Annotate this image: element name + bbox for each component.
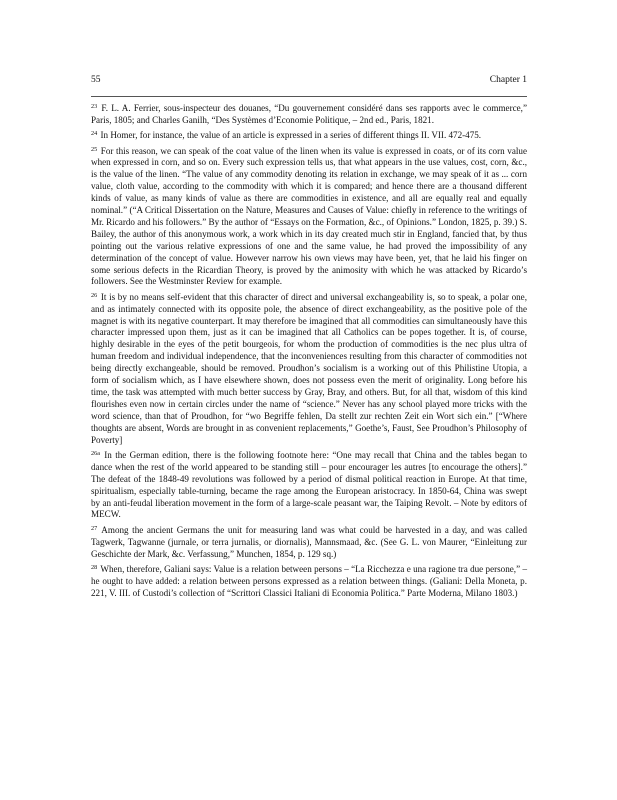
footnote-26 — [91, 292, 527, 447]
footnote-number: 25 — [91, 145, 98, 153]
footnotes — [91, 103, 527, 603]
page-header — [91, 75, 527, 89]
footnote-25 — [91, 146, 527, 289]
footnote-number: 24 — [91, 130, 98, 138]
footnote-number: 26 — [91, 291, 98, 299]
footnote-text: In the German edition, there is the following footnote here: “One may recall that China and the tables began to dance when the rest of the world appeared to be standing still – pour encourager les autres [to encourage the others].” The defeat of the 1848-49 revolutions was followed by a period of dismal political reaction in Europe. At that time, spiritualism, especially table-turning, became the rage among the European aristocracy. In 1850-64, China was swept by an anti-feudal liberation movement in the form of a large-scale peasant war, the Taiping Revolt. – Note by editors of MECW. — [91, 449, 527, 520]
footnote-23 — [91, 103, 527, 127]
footnote-27 — [91, 525, 527, 561]
header-rule — [91, 96, 527, 97]
footnote-number: 23 — [91, 103, 98, 110]
footnote-number: 28 — [91, 563, 98, 571]
footnote-text: F. L. A. Ferrier, sous-inspecteur des douanes, “Du gouvernement considéré dans ses rapports avec le commerce,” Paris, 1805; and Charles Ganilh, “Des Systèmes d’Economie Politique, – 2nd ed., Paris, 1821. — [91, 103, 527, 125]
footnote-text: When, therefore, Galiani says: Value is a relation between persons – “La Ricchezza e una ragione tra due persone,” – he ought to have added: a relation between persons expressed as a relation between things. (Galiani: Della Moneta, p. 221, V. III. of Custodi’s collection of “Scrittori Classici Italiani di Economia Politica.” Parte Moderna, Milano 1803.) — [91, 563, 527, 598]
footnote-26a — [91, 450, 527, 521]
footnote-text: Among the ancient Germans the unit for measuring land was what could be harvested in a day, and was called Tagwerk, Tagwanne (jurnale, or terra jurnalis, or diornalis), Mannsmaad, &c. (See G. L. von Maurer, “Einleitung zur Geschichte der Mark, &c. Verfassung,” Munchen, 1854, p. 129 sq.) — [91, 524, 527, 559]
footnote-number: 27 — [91, 524, 98, 532]
footnote-24 — [91, 130, 527, 142]
footnote-28 — [91, 564, 527, 600]
footnote-number: 26a — [91, 449, 100, 457]
footnote-text: For this reason, we can speak of the coat value of the linen when its value is expressed in coats, or of its corn value when expressed in corn, and so on. Every such expression tells us, that what appears in the use values, cost, corn, &c., is the value of the linen. “The value of any commodity denoting its relation in exchange, we may speak of it as ... corn value, cloth value, according to the commodity with which it is compared; and hence there are a thousand different kinds of value, as many kinds of value as there are commodities in existence, and all are equally real and equally nominal.” (“A Critical Dissertation on the Nature, Measures and Causes of Value: chiefly in reference to the writings of Mr. Ricardo and his followers.” By the author of “Essays on the Formation, &c., of Opinions.” London, 1825, p. 39.) S. Bailey, the author of this anonymous work, a work which in its day created much stir in England, fancied that, by thus pointing out the various relative expressions of one and the same value, he had proved the impossibility of any determination of the concept of value. However narrow his own views may have been, yet, that he laid his finger on some serious defects in the Ricardian Theory, is proved by the animosity with which he was attacked by Ricardo’s followers. See the Westminster Review for example. — [91, 145, 527, 287]
footnote-text: It is by no means self-evident that this character of direct and universal exchangeability is, so to speak, a polar one, and as intimately connected with its opposite pole, the absence of direct exchangeability, as the positive pole of the magnet is with its negative counterpart. It may therefore be imagined that all commodities can simultaneously have this character impressed upon them, just as it can be imagined that all Catholics can be popes together. It is, of course, highly desirable in the eyes of the petit bourgeois, for whom the production of commodities is the nec plus ultra of human freedom and individual independence, that the inconveniences resulting from this character of commodities not being directly exchangeable, should be removed. Proudhon’s socialism is a working out of this Philistine Utopia, a form of socialism which, as I have elsewhere shown, does not possess even the merit of originality. Long before his time, the task was attempted with much better success by Gray, Bray, and others. But, for all that, wisdom of this kind flourishes even now in certain circles under the name of “science.” Never has any school played more tricks with the word science, than that of Proudhon, for “wo Begriffe fehlen, Da stellt zur rechten Zeit ein Wort sich ein.” [“Where thoughts are absent, Words are brought in as convenient replacements,” Goethe’s, Faust, See Proudhon’s Philosophy of Poverty] — [91, 291, 527, 445]
chapter-title: Chapter 1 — [489, 75, 527, 85]
page-number: 55 — [91, 75, 101, 85]
footnote-text: In Homer, for instance, the value of an article is expressed in a series of different things II. VII. 472-475. — [100, 130, 482, 141]
